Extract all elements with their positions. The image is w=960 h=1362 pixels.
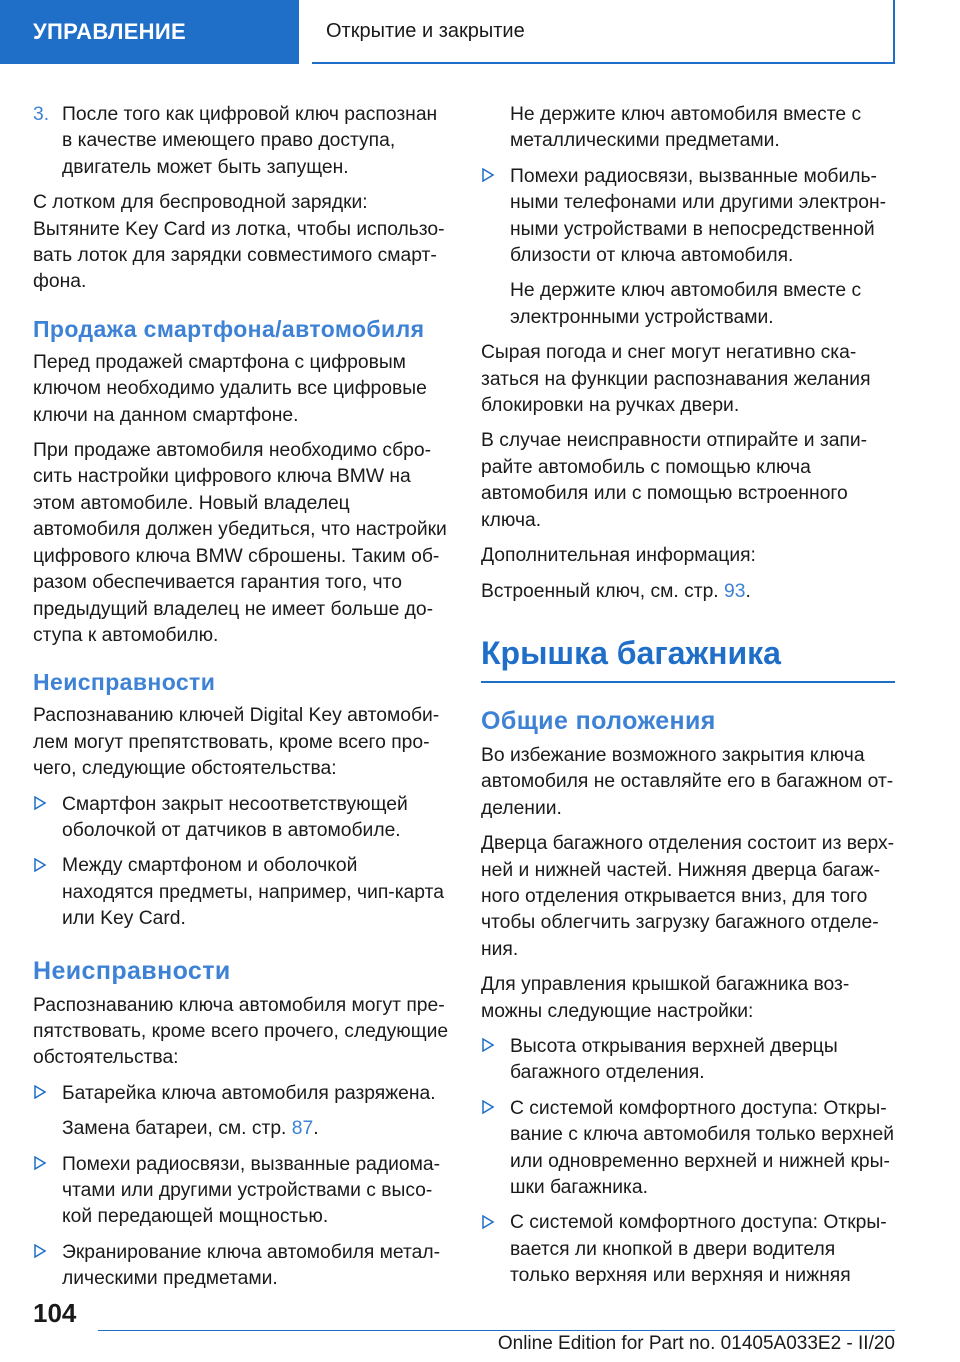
list-item xyxy=(33,853,451,932)
cross-reference-text: Замена батареи, см. стр. xyxy=(62,1118,292,1140)
footer-edition: Online Edition for Part no. 01405A033E2 - II/20 xyxy=(497,1333,895,1354)
section-heading: Неисправности xyxy=(33,669,216,696)
list-item-continuation xyxy=(33,1116,451,1142)
list-item-text: Батарейка ключа автомобиля разряжена. xyxy=(62,1082,436,1104)
list-item xyxy=(33,792,451,845)
list-item xyxy=(33,1240,451,1293)
list-item xyxy=(33,1081,451,1107)
chapter-heading: Крышка багажника xyxy=(481,633,895,683)
page-link[interactable]: 93 xyxy=(724,580,746,602)
paragraph: Вытяните Key Card из лотка, чтобы использовать лоток для зарядки совместимого смартфона. xyxy=(33,218,445,293)
section-heading: Общие положения xyxy=(481,706,716,735)
list-item xyxy=(481,164,895,270)
page-header xyxy=(0,0,960,64)
list-item xyxy=(481,1096,895,1202)
triangle-bullet-icon xyxy=(481,1210,495,1236)
list-item-text: С системой комфортного доступа: Открывается ли кнопкой в двери водителя только верхняя или верхняя и нижняя xyxy=(510,1212,887,1287)
step-item xyxy=(33,102,451,181)
triangle-bullet-icon xyxy=(481,164,495,190)
right-column xyxy=(481,102,895,1299)
section-tab: УПРАВЛЕНИЕ xyxy=(0,0,299,64)
triangle-bullet-icon xyxy=(481,1096,495,1122)
triangle-bullet-icon xyxy=(481,1034,495,1060)
list-item-continuation: Не держите ключ автомобиля вместе с металлическими предметами. xyxy=(510,104,862,152)
chapter-title: Открытие и закрытие xyxy=(312,0,895,64)
punctuation: . xyxy=(745,580,751,602)
step-number: 3. xyxy=(33,104,50,125)
list-item-continuation: Не держите ключ автомобиля вместе с электронными устройствами. xyxy=(510,280,862,328)
page-link[interactable]: 87 xyxy=(291,1118,314,1140)
paragraph: Дверца багажного отделения состоит из верхней и нижней частей. Нижняя дверца багажного отделения открывается вниз, для того чтобы облегчить загрузку багажного отделения. xyxy=(481,833,895,960)
paragraph: С лотком для беспроводной зарядки: xyxy=(33,192,368,214)
section-heading: Неисправности xyxy=(33,956,231,985)
list-item xyxy=(481,1210,895,1289)
paragraph: Во избежание возможного закрытия ключа автомобиля не оставляйте его в багажном отделении. xyxy=(481,744,894,819)
paragraph: Распознаванию ключа автомобиля могут препятствовать, кроме всего прочего, следующие обстоятельства: xyxy=(33,994,449,1069)
paragraph: При продаже автомобиля необходимо сбросить настройки цифрового ключа BMW на этом автомобиле. Новый владелец автомобиля должен убедиться, что настройки цифрового ключа BMW сброшены. Таким образом обеспечивается гарантия того, что предыдущий владелец не имеет больше доступа к автомобилю. xyxy=(33,440,447,646)
list-item-text: С системой комфортного доступа: Открывание с ключа автомобиля только верхней или одновременно верхней и нижней крышки багажника. xyxy=(510,1097,895,1198)
paragraph: Для управления крышкой багажника возможны следующие настройки: xyxy=(481,974,850,1022)
list-item-text: Высота открывания верхней дверцы багажного отделения. xyxy=(510,1035,838,1084)
page-number: 104 xyxy=(33,1298,77,1328)
step-text: После того как цифровой ключ распознан в качестве имеющего право доступа, двигатель может быть запущен. xyxy=(62,104,438,178)
paragraph: Дополнительная информация: xyxy=(481,545,756,567)
left-column xyxy=(33,102,451,1302)
triangle-bullet-icon xyxy=(33,1240,47,1266)
paragraph: Сырая погода и снег могут негативно сказаться на функции распознавания желания блокировки на ручках двери. xyxy=(481,342,871,417)
paragraph xyxy=(481,579,895,605)
paragraph: Перед продажей смартфона с цифровым ключом необходимо удалить все цифровые ключи на данном смартфоне. xyxy=(33,351,427,426)
triangle-bullet-icon xyxy=(33,1081,47,1107)
list-item xyxy=(33,1152,451,1231)
list-item-text: Помехи радиосвязи, вызванные радиомачтами или другими устройствами с высокой передающей мощностью. xyxy=(62,1153,441,1228)
list-item-text: Помехи радиосвязи, вызванные мобильными телефонами или другими электронными устройствами в непосредственной близости от ключа автомобиля. xyxy=(510,165,887,267)
triangle-bullet-icon xyxy=(33,853,47,879)
list-item-text: Экранирование ключа автомобиля металлическими предметами. xyxy=(62,1241,440,1290)
triangle-bullet-icon xyxy=(33,1152,47,1178)
paragraph: Распознаванию ключей Digital Key автомобилем могут препятствовать, кроме всего прочего, следующие обстоятельства: xyxy=(33,705,440,780)
footer-divider xyxy=(98,1330,895,1331)
triangle-bullet-icon xyxy=(33,792,47,818)
punctuation: . xyxy=(313,1118,319,1140)
list-item-text: Смартфон закрыт несоответствующей оболочкой от датчиков в автомобиле. xyxy=(62,793,408,841)
section-heading: Продажа смартфона/автомобиля xyxy=(33,315,425,342)
cross-reference-text: Встроенный ключ, см. стр. xyxy=(481,580,725,602)
list-item-text: Между смартфоном и оболочкой находятся предметы, например, чип-карта или Key Card. xyxy=(62,855,444,930)
paragraph: В случае неисправности отпирайте и запирайте автомобиль с помощью ключа автомобиля или с помощью встроенного ключа. xyxy=(481,430,868,531)
list-item xyxy=(481,1034,895,1087)
